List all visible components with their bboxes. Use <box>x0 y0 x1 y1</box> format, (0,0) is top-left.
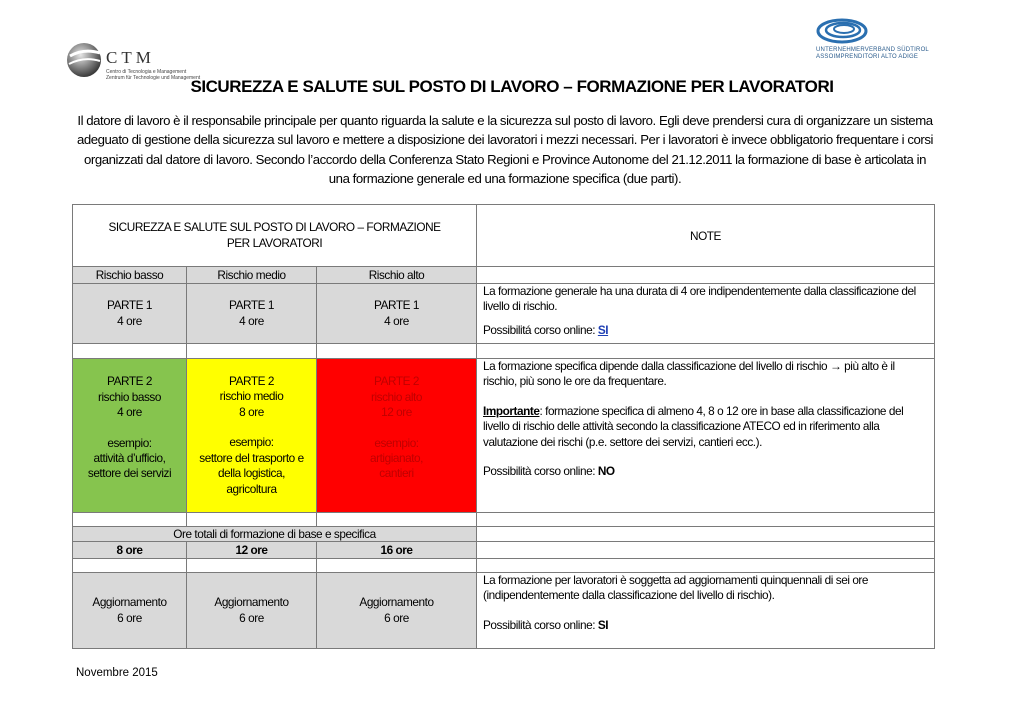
part1-cell-low <box>73 284 187 344</box>
part2-hours: 4 ore <box>117 405 142 420</box>
swirl-icon <box>816 18 868 44</box>
risk-level-high: Rischio alto <box>317 267 477 284</box>
part2-cell-medium <box>187 359 317 513</box>
totals-values-row <box>73 542 935 559</box>
training-table <box>72 204 935 649</box>
risk-level-medium: Rischio medio <box>187 267 317 284</box>
ctm-subtitle-1: Centro di Tecnologia e Management <box>106 69 187 75</box>
footer-date: Novembre 2015 <box>76 667 158 679</box>
risk-level-low: Rischio basso <box>73 267 187 284</box>
important-text: : formazione specifica di almeno 4, 8 o 12 ore in base alla classificazione del livello di rischio delle attività secondo la classificazione ATECO ed in riferimento alla valutazione dei rischi (p.e. settore dei servizi, cantieri ecc.). <box>483 403 904 449</box>
intro-paragraph: Il datore di lavoro è il responsabile principale per quanto riguarda la salute e la sicurezza sul posto di lavoro. Egli deve prendersi cura di organizzare un sistema adeguato di gestione della sicurezza sul lavoro e mettere a disposizione dei lavoratori i mezzi necessari. Per i lavoratori è invece obbligatorio frequentare i corsi organizzati dal datore di lavoro. Secondo l’accordo della Conferenza Stato Regioni e Province Autonome del 21.12.2011 la formazione di base è articolata in una formazione generale ed una formazione specifica (due parti). <box>77 113 933 187</box>
part1-cell-high <box>317 284 477 344</box>
association-name-it: ASSOIMPRENDITORI ALTO ADIGE <box>816 54 919 60</box>
part2-example-line: settore del trasporto e <box>199 450 304 465</box>
update-hours: 6 ore <box>239 610 264 625</box>
part2-example-line: agricoltura <box>226 481 277 496</box>
spacer-row <box>73 513 935 527</box>
part1-online <box>483 323 928 338</box>
part1-hours: 4 ore <box>117 313 142 328</box>
part2-cell-low <box>73 359 187 513</box>
document-title: SICUREZZA E SALUTE SUL POSTO DI LAVORO – FORMAZIONE PER LAVORATORI <box>190 77 834 96</box>
part1-online-link[interactable]: SI <box>597 322 609 337</box>
part2-title: PARTE 2 <box>374 374 419 389</box>
part1-note-text: La formazione generale ha una durata di 4 ore indipendentemente dalla classificazione del livello di rischio. <box>483 284 916 314</box>
part2-title: PARTE 2 <box>107 374 152 389</box>
update-cell-medium <box>187 573 317 649</box>
part1-hours: 4 ore <box>239 313 264 328</box>
part1-cell-medium <box>187 284 317 344</box>
totals-label-row <box>73 527 935 542</box>
spacer-row <box>73 344 935 359</box>
part2-note <box>477 359 935 513</box>
part1-row <box>73 284 935 344</box>
total-low: 8 ore <box>73 542 187 559</box>
update-title: Aggiornamento <box>92 595 167 610</box>
part2-example-line: settore dei servizi <box>87 466 172 481</box>
table-header-row <box>73 205 935 267</box>
association-logo <box>808 18 948 62</box>
part2-note-text: La formazione specifica dipende dalla classificazione del livello di rischio → più alto è il rischio, più sono le ore da frequentare. <box>483 359 895 389</box>
association-name-de: UNTERNEHMERVERBAND SÜDTIROL <box>816 47 929 53</box>
update-online-value: SI <box>597 617 609 632</box>
ctm-name: CTM <box>106 48 155 67</box>
update-note-text: La formazione per lavoratori è soggetta ad aggiornamenti quinquennali di sei ore (indipendentemente dalla classificazione del livello di rischio). <box>483 573 869 603</box>
part1-note <box>477 284 935 344</box>
risk-level-note-empty <box>477 267 935 284</box>
table-header-title: SICUREZZA E SALUTE SUL POSTO DI LAVORO – FORMAZIONE PER LAVORATORI <box>73 205 477 267</box>
totals-label: Ore totali di formazione di base e specifica <box>73 527 477 542</box>
part1-title: PARTE 1 <box>107 298 152 313</box>
part1-hours: 4 ore <box>384 313 409 328</box>
part2-risk: rischio medio <box>219 389 284 404</box>
part2-important <box>483 404 928 450</box>
spacer-row <box>73 559 935 573</box>
part2-example-label: esempio: <box>107 435 152 450</box>
part2-example-line <box>317 482 476 497</box>
part2-online <box>483 464 928 479</box>
risk-level-row <box>73 267 935 284</box>
table-header-notes: NOTE <box>477 205 935 267</box>
part2-online-value: NO <box>597 464 615 479</box>
part1-title: PARTE 1 <box>374 298 419 313</box>
part2-example-line: artigianato, <box>370 450 423 465</box>
part2-hours: 8 ore <box>239 404 264 419</box>
part2-example-line <box>73 482 186 497</box>
total-medium: 12 ore <box>187 542 317 559</box>
update-title: Aggiornamento <box>214 595 289 610</box>
update-online <box>483 618 928 633</box>
update-note <box>477 573 935 649</box>
part2-example-label: esempio: <box>229 435 274 450</box>
important-label: Importante <box>483 403 540 418</box>
part1-title: PARTE 1 <box>229 298 274 313</box>
part1-online-label: Possibilitá corso online: <box>483 322 596 337</box>
part2-example-line: attività d’ufficio, <box>93 450 166 465</box>
update-title: Aggiornamento <box>359 595 434 610</box>
update-cell-low <box>73 573 187 649</box>
part2-risk: rischio basso <box>98 389 161 404</box>
part2-example-line: cantieri <box>379 466 414 481</box>
total-high: 16 ore <box>317 542 477 559</box>
update-hours: 6 ore <box>117 610 142 625</box>
part2-risk: rischio alto <box>371 389 422 404</box>
update-cell-high <box>317 573 477 649</box>
part2-row <box>73 359 935 513</box>
part2-example-label: esempio: <box>374 435 419 450</box>
part2-cell-high <box>317 359 477 513</box>
part2-example-line: della logistica, <box>218 466 285 481</box>
part2-online-label: Possibilità corso online: <box>483 464 596 479</box>
part2-title: PARTE 2 <box>229 374 274 389</box>
ctm-subtitle-2: Zentrum für Technologie und Management <box>106 75 201 81</box>
part2-hours: 12 ore <box>381 405 412 420</box>
update-online-label: Possibilità corso online: <box>483 617 596 632</box>
ctm-globe-icon <box>66 40 102 80</box>
update-row <box>73 573 935 649</box>
update-hours: 6 ore <box>384 610 409 625</box>
